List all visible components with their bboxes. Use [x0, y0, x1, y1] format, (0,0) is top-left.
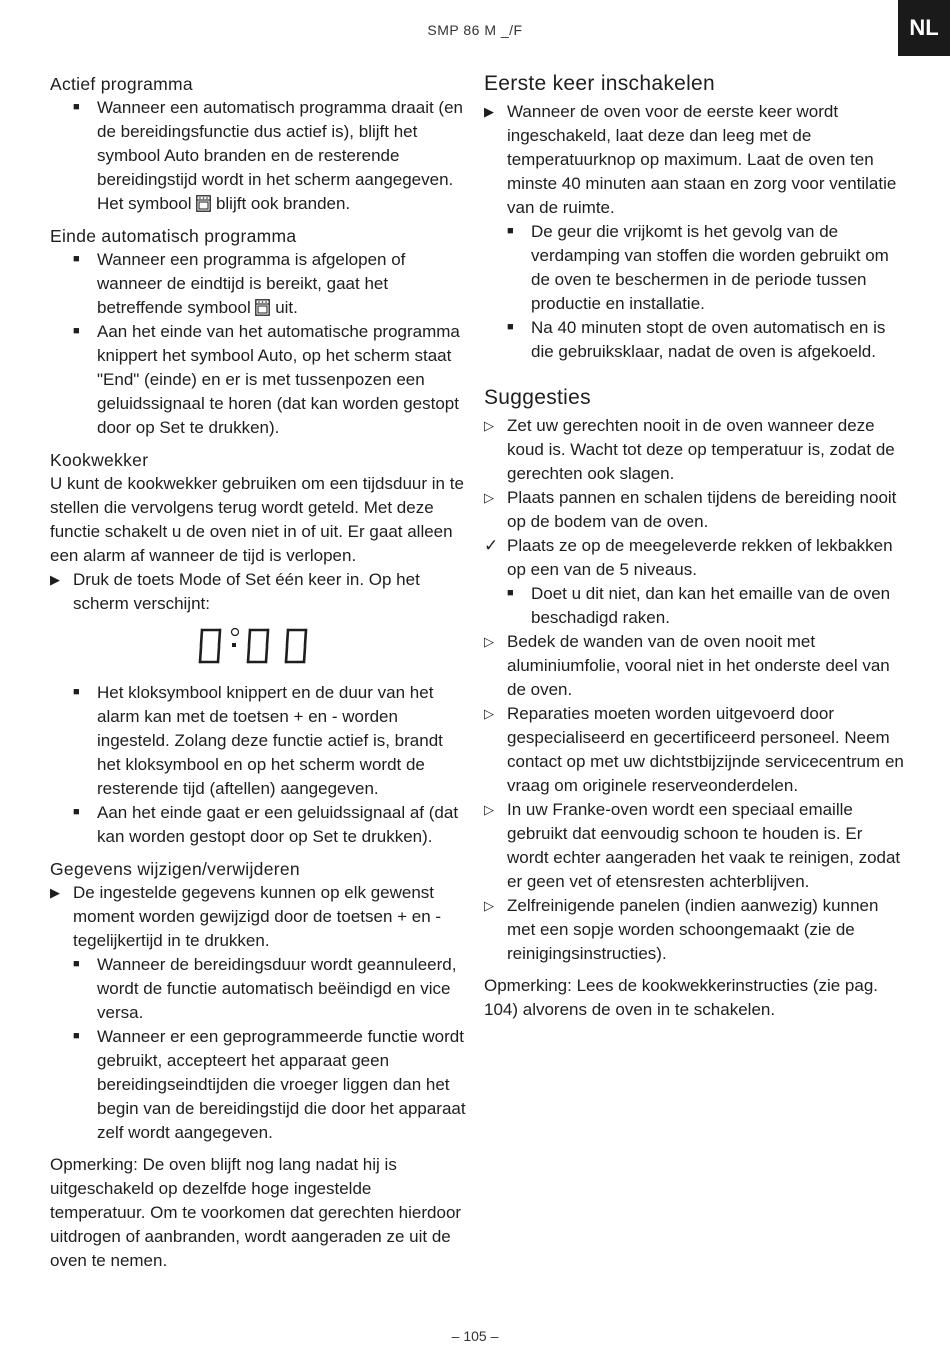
tip-item: ▷ Reparaties moeten worden uitgevoerd door gespecialiseerd en gecertificeerd personeel. Neem contact op met uw dichtstbijzijnde servicecentrum en vraag om originele reserveonderdelen. — [484, 704, 904, 795]
oven-program-icon — [196, 195, 211, 212]
note-text: De oven blijft nog lang nadat hij is uitgeschakeld op dezelfde hoge ingestelde temperatuur. Om te voorkomen dat gerechten hierdoor uitdrogen of aanbranden, wordt aangeraden ze uit de oven te nemen. — [50, 1155, 462, 1270]
hollow-triangle-icon: ▷ — [484, 634, 494, 649]
list-item: ■ Wanneer er een geprogrammeerde functie wordt gebruikt, accepteert het apparaat geen bereidingseindtijden die vroeger liggen dan het begin van de bereidingstijd die door het apparaat zelf wordt aangegeven. — [50, 1025, 468, 1145]
note-label: Opmerking: — [50, 1155, 138, 1174]
page-number: – 105 – — [451, 1328, 499, 1344]
square-bullet-icon: ■ — [507, 321, 514, 333]
kookwekker-intro: U kunt de kookwekker gebruiken om een tijdsduur in te stellen die vervolgens terug wordt geteld. Met deze functie schakelt u de oven niet in of uit. Er gaat alleen een alarm af wanneer de tijd is verlopen. — [50, 474, 464, 565]
tip-item: ▷ Plaats pannen en schalen tijdens de bereiding nooit op de bodem van de oven. — [484, 488, 897, 531]
checkmark-icon: ✓ — [484, 536, 499, 555]
square-bullet-icon: ■ — [73, 325, 80, 337]
language-tab: NL — [898, 0, 950, 56]
hollow-triangle-icon: ▷ — [484, 706, 494, 721]
right-note: Opmerking: Lees de kookwekkerinstructies (zie pag. 104) alvorens de oven in te schakelen. — [484, 976, 879, 1019]
hollow-triangle-icon: ▷ — [484, 418, 494, 433]
square-bullet-icon: ■ — [73, 1030, 80, 1042]
timer-display — [198, 626, 314, 666]
list-item: ■ De geur die vrijkomt is het gevolg van de verdamping van stoffen die worden gebruikt om de oven te beschermen in de periode tussen productie en installatie. — [484, 220, 904, 316]
hollow-triangle-icon: ▷ — [484, 802, 494, 817]
list-item: ■ Aan het einde gaat er een geluidssignaal af (dat kan worden gestopt door op Set te drukken). — [50, 801, 468, 849]
list-item: ■ Wanneer een automatisch programma draait (en de bereidingsfunctie dus actief is), blijft het symbool Auto branden en de resterende bereidingstijd wordt in het scherm aangegeven. Het symbool blijft ook branden. — [50, 96, 468, 216]
list-item: ■ Na 40 minuten stopt de oven automatisch en is die gebruiksklaar, nadat de oven is afgekoeld. — [484, 316, 904, 364]
arrow-bullet-icon: ▶ — [484, 104, 494, 119]
square-bullet-icon: ■ — [507, 225, 514, 237]
list-item: ■ Wanneer de bereidingsduur wordt geannuleerd, wordt de functie automatisch beëindigd en vice versa. — [50, 953, 468, 1025]
section-title-einde-programma: Einde automatisch programma — [50, 226, 297, 246]
section-title-actief-programma: Actief programma — [50, 74, 193, 94]
tip-item: ✓ Plaats ze op de meegeleverde rekken of lekbakken op een van de 5 niveaus. — [484, 536, 893, 579]
arrow-bullet-icon: ▶ — [50, 885, 60, 900]
tip-item: ▷ Bedek de wanden van de oven nooit met aluminiumfolie, vooral niet in het onderste deel van de oven. — [484, 632, 890, 699]
left-note — [50, 1153, 468, 1273]
tip-item: ▷ In uw Franke-oven wordt een speciaal emaille gebruikt dat eenvoudig schoon te houden is. Er wordt echter aangeraden het vaak te reinigen, zodat er geen vet of etensresten achterblijven. — [484, 800, 901, 891]
list-item: ■ Wanneer een programma is afgelopen of wanneer de eindtijd is bereikt, gaat het betreffende symbool uit. — [50, 248, 468, 320]
document-model-header: SMP 86 M _/F — [427, 22, 523, 38]
left-column — [50, 72, 468, 1273]
list-item: ■ Doet u dit niet, dan kan het emaille van de oven beschadigd raken. — [484, 582, 904, 630]
oven-program-icon — [255, 299, 270, 316]
square-bullet-icon: ■ — [73, 253, 80, 265]
step-item: ▶ Druk de toets Mode of Set één keer in. Op het scherm verschijnt: — [50, 570, 420, 613]
arrow-bullet-icon: ▶ — [50, 572, 60, 587]
tip-item: ▷ Zet uw gerechten nooit in de oven wanneer deze koud is. Wacht tot deze op temperatuur is, zodat de gerechten ook slagen. — [484, 416, 895, 483]
square-bullet-icon: ■ — [73, 101, 80, 113]
step-item: ▶ De ingestelde gegevens kunnen op elk gewenst moment worden gewijzigd door de toetsen + en - tegelijkertijd in te drukken. — [50, 883, 442, 950]
hollow-triangle-icon: ▷ — [484, 490, 494, 505]
section-title-gegevens-wijzigen: Gegevens wijzigen/verwijderen — [50, 859, 300, 879]
square-bullet-icon: ■ — [507, 587, 514, 599]
step-item: ▶ Wanneer de oven voor de eerste keer wordt ingeschakeld, laat deze dan leeg met de temperatuurknop op maximum. Laat de oven ten minste 40 minuten aan staan en zorg voor ventilatie van de ruimte. — [484, 102, 897, 217]
section-title-suggesties: Suggesties — [484, 386, 591, 409]
list-item: ■ Aan het einde van het automatische programma knippert het symbool Auto, op het scherm staat "End" (einde) en er is met tussenpozen een geluidssignaal te horen (dat kan worden gestopt door op Set te drukken). — [50, 320, 468, 440]
square-bullet-icon: ■ — [73, 958, 80, 970]
square-bullet-icon: ■ — [73, 806, 80, 818]
section-title-kookwekker: Kookwekker — [50, 450, 149, 470]
section-title-eerste-keer: Eerste keer inschakelen — [484, 72, 716, 95]
tip-item: ▷ Zelfreinigende panelen (indien aanwezig) kunnen met een sopje worden schoongemaakt (zie de reinigingsinstructies). — [484, 896, 879, 963]
hollow-triangle-icon: ▷ — [484, 898, 494, 913]
right-column — [484, 72, 904, 1022]
list-item: ■ Het kloksymbool knippert en de duur van het alarm kan met de toetsen + en - worden ingesteld. Zolang deze functie actief is, brandt het kloksymbool en op het scherm wordt de resterende tijd (aftellen) aangegeven. — [50, 681, 468, 801]
square-bullet-icon: ■ — [73, 686, 80, 698]
timer-display-value: 0:00 — [198, 626, 200, 627]
